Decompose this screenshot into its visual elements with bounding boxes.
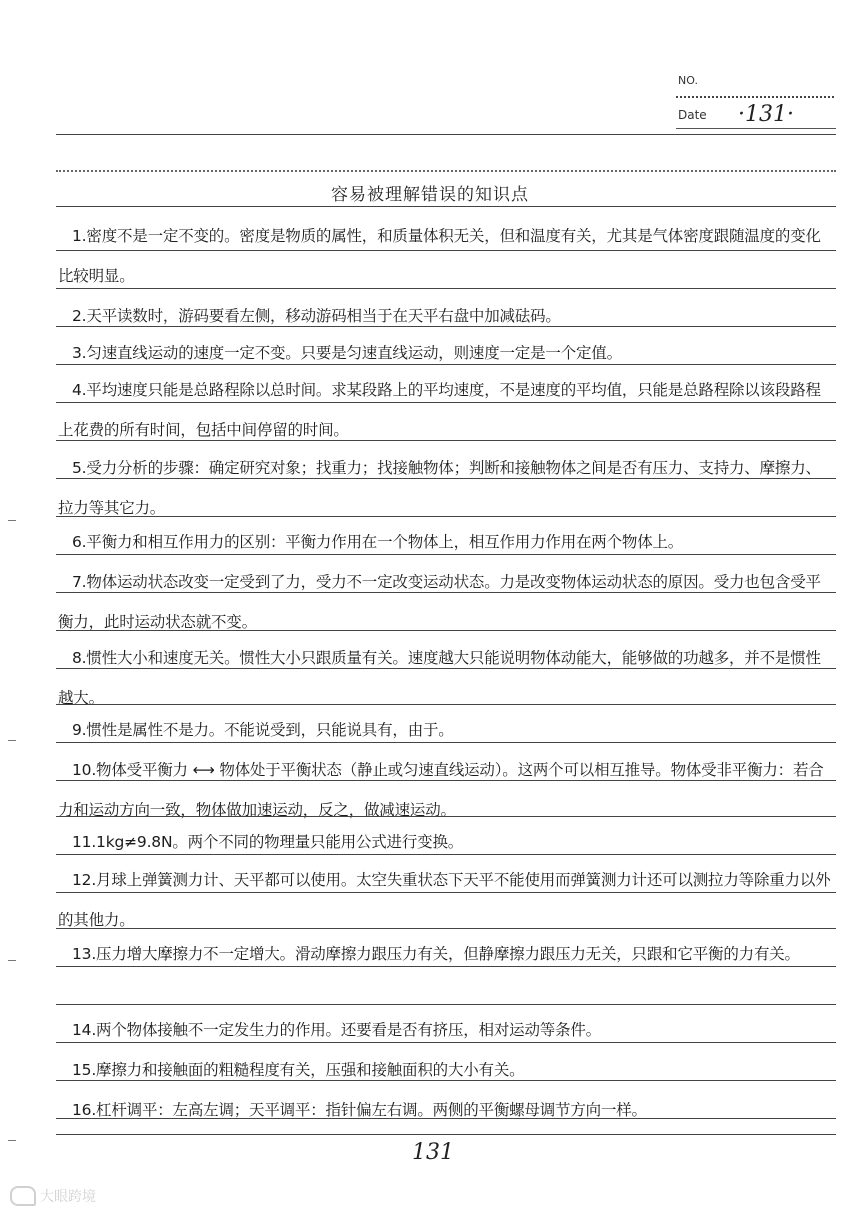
margin-tick	[8, 740, 16, 741]
date-label: Date	[678, 108, 707, 122]
ruled-line	[56, 592, 836, 593]
note-item-3: 3.匀速直线运动的速度一定不变。只要是匀速直线运动，则速度一定是一个定值。	[72, 344, 622, 362]
no-dotted-line	[676, 96, 834, 98]
ruled-line	[56, 516, 836, 517]
date-underline	[676, 128, 836, 129]
ruled-line	[56, 402, 836, 403]
ruled-line-dotted	[56, 170, 836, 172]
ruled-line	[56, 892, 836, 893]
page-number: 131	[412, 1140, 454, 1165]
note-item-14: 14.两个物体接触不一定发生力的作用。还要看是否有挤压，相对运动等条件。	[72, 1021, 601, 1039]
ruled-line	[56, 742, 836, 743]
note-item-9: 9.惯性是属性不是力。不能说受到，只能说具有，由于。	[72, 721, 454, 739]
ruled-line	[56, 630, 836, 631]
margin-tick	[8, 960, 16, 961]
page-title: 容易被理解错误的知识点	[331, 185, 529, 205]
note-item-2: 2.天平读数时，游码要看左侧，移动游码相当于在天平右盘中加减砝码。	[72, 307, 561, 325]
ruled-line	[56, 1080, 836, 1081]
note-item-16: 16.杠杆调平：左高左调；天平调平：指针偏左右调。两侧的平衡螺母调节方向一样。	[72, 1101, 647, 1119]
date-value: ·131·	[738, 102, 794, 127]
ruled-line	[56, 816, 836, 817]
ruled-line	[56, 780, 836, 781]
margin-tick	[8, 1140, 16, 1141]
ruled-line	[56, 928, 836, 929]
bottom-rule	[56, 1134, 836, 1135]
note-item-4: 4.平均速度只能是总路程除以总时间。求某段路上的平均速度，不是速度的平均值，只能是总路程除以该段路程上花费的所有时间，包括中间停留的时间。	[58, 381, 821, 439]
ruled-line	[56, 288, 836, 289]
ruled-line	[56, 1004, 836, 1005]
logo-icon	[10, 1186, 36, 1206]
note-item-11: 11.1kg≠9.8N。两个不同的物理量只能用公式进行变换。	[72, 833, 464, 851]
ruled-line	[56, 854, 836, 855]
note-item-12: 12.月球上弹簧测力计、天平都可以使用。太空失重状态下天平不能使用而弹簧测力计还可以测拉力等除重力以外的其他力。	[58, 871, 831, 929]
no-label: NO.	[678, 74, 698, 87]
note-item-6: 6.平衡力和相互作用力的区别：平衡力作用在一个物体上，相互作用力作用在两个物体上。	[72, 533, 684, 551]
ruled-line	[56, 554, 836, 555]
logo-text: 大眼跨境	[40, 1189, 96, 1205]
watermark-logo	[10, 1186, 96, 1206]
ruled-line	[56, 1118, 836, 1119]
margin-tick	[8, 520, 16, 521]
note-item-8: 8.惯性大小和速度无关。惯性大小只跟质量有关。速度越大只能说明物体动能大，能够做的功越多，并不是惯性越大。	[58, 649, 821, 707]
ruled-line	[56, 250, 836, 251]
ruled-line	[56, 134, 836, 135]
ruled-line	[56, 1042, 836, 1043]
ruled-line	[56, 364, 836, 365]
note-item-15: 15.摩擦力和接触面的粗糙程度有关，压强和接触面积的大小有关。	[72, 1061, 525, 1079]
ruled-line	[56, 326, 836, 327]
ruled-line	[56, 668, 836, 669]
ruled-line	[56, 704, 836, 705]
note-item-7: 7.物体运动状态改变一定受到了力，受力不一定改变运动状态。力是改变物体运动状态的原因。受力也包含受平衡力，此时运动状态就不变。	[58, 573, 821, 631]
ruled-line	[56, 440, 836, 441]
note-item-10: 10.物体受平衡力 ⟷ 物体处于平衡状态（静止或匀速直线运动）。这两个可以相互推导。物体受非平衡力：若合力和运动方向一致，物体做加速运动，反之，做减速运动。	[58, 761, 824, 819]
note-item-13: 13.压力增大摩擦力不一定增大。滑动摩擦力跟压力有关，但静摩擦力跟压力无关，只跟和它平衡的力有关。	[72, 945, 800, 963]
note-item-1: 1.密度不是一定不变的。密度是物质的属性，和质量体积无关，但和温度有关，尤其是气体密度跟随温度的变化比较明显。	[58, 227, 821, 285]
note-item-5: 5.受力分析的步骤：确定研究对象；找重力；找接触物体；判断和接触物体之间是否有压力、支持力、摩擦力、拉力等其它力。	[58, 459, 821, 517]
ruled-line	[56, 966, 836, 967]
ruled-line	[56, 206, 836, 207]
ruled-line	[56, 478, 836, 479]
